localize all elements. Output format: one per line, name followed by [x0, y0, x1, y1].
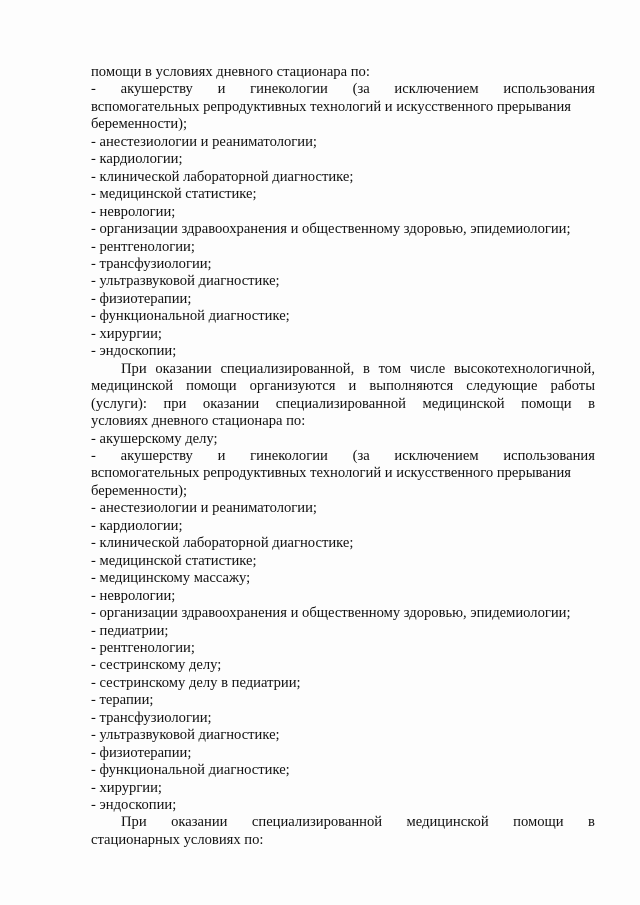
list-item: - клинической лабораторной диагностике; [91, 535, 354, 552]
list-item: - медицинской статистике; [91, 186, 257, 203]
section2-paragraph-line: (услуги): при оказании специализированной медицинской помощи в [91, 395, 595, 412]
list-item: - клинической лабораторной диагностике; [91, 168, 354, 185]
text-fragment: гинекологии [250, 447, 328, 464]
list-item: - трансфузиологии; [91, 255, 212, 272]
list-item: - неврологии; [91, 587, 176, 604]
list-item: - сестринскому делу в педиатрии; [91, 674, 301, 691]
list-item: - организации здравоохранения и общественному здоровью, эпидемиологии; [91, 221, 571, 238]
text-fragment: помощи [513, 814, 564, 831]
list-item: - функциональной диагностике; [91, 308, 290, 325]
text-fragment: исключением [394, 447, 479, 464]
list-item: - ультразвуковой диагностике; [91, 727, 280, 744]
list-item: - организации здравоохранения и общественному здоровью, эпидемиологии; [91, 605, 571, 622]
section2-obstetrics-cont2: беременности); [91, 482, 188, 499]
list-item: - анестезиологии и реаниматологии; [91, 133, 317, 150]
section1-obstetrics-cont1: вспомогательных репродуктивных технологий и искусственного прерывания [91, 98, 572, 115]
section2-obstetrics-cont1: вспомогательных репродуктивных технологий и искусственного прерывания [91, 465, 572, 482]
text-fragment: медицинской [406, 814, 489, 831]
list-item: - сестринскому делу; [91, 657, 222, 674]
list-item: - эндоскопии; [91, 343, 177, 360]
list-item: - хирургии; [91, 325, 162, 342]
section1-obstetrics-line [91, 81, 595, 98]
text-fragment: исключением [394, 81, 479, 98]
list-item: - неврологии; [91, 203, 176, 220]
section2-paragraph-line: медицинской помощи организуются и выполняются следующие работы [91, 378, 595, 395]
list-item: - физиотерапии; [91, 290, 192, 307]
list-item: - педиатрии; [91, 622, 169, 639]
section3-paragraph-cont: стационарных условиях по: [91, 831, 264, 848]
text-fragment: использования [503, 81, 595, 98]
text-fragment: и [217, 81, 226, 98]
text-fragment: в [588, 814, 595, 831]
text-fragment: - [91, 81, 96, 98]
text-fragment: специализированной [251, 814, 383, 831]
list-item: - трансфузиологии; [91, 709, 212, 726]
text-fragment: При [121, 814, 147, 831]
section1-intro: помощи в условиях дневного стационара по: [91, 64, 370, 80]
text-fragment: акушерству [120, 447, 193, 464]
text-fragment: и [217, 447, 226, 464]
text-fragment: (за [352, 447, 370, 464]
list-item: - кардиологии; [91, 517, 183, 534]
section3-paragraph-line [91, 814, 595, 831]
list-item: - функциональной диагностике; [91, 762, 290, 779]
list-item: - акушерскому делу; [91, 430, 218, 447]
section2-obstetrics-line [91, 448, 595, 465]
list-item: - хирургии; [91, 779, 162, 796]
list-item: - рентгенологии; [91, 639, 195, 656]
list-item: - рентгенологии; [91, 238, 195, 255]
text-fragment: гинекологии [250, 81, 328, 98]
list-item: - терапии; [91, 692, 154, 709]
list-item: - медицинскому массажу; [91, 570, 251, 587]
section2-paragraph-line: условиях дневного стационара по: [91, 413, 306, 430]
list-item: - кардиологии; [91, 151, 183, 168]
list-item: - ультразвуковой диагностике; [91, 273, 280, 290]
text-fragment: оказании [171, 814, 228, 831]
section2-paragraph-line: При оказании специализированной, в том числе высокотехнологичной, [121, 360, 595, 377]
list-item: - анестезиологии и реаниматологии; [91, 500, 317, 517]
text-fragment: (за [352, 81, 370, 98]
list-item: - медицинской статистике; [91, 552, 257, 569]
text-fragment: акушерству [120, 81, 193, 98]
text-fragment: - [91, 447, 96, 464]
section1-obstetrics-cont2: беременности); [91, 116, 188, 133]
text-fragment: использования [503, 447, 595, 464]
list-item: - физиотерапии; [91, 744, 192, 761]
document-body [91, 64, 595, 849]
list-item: - эндоскопии; [91, 797, 177, 814]
